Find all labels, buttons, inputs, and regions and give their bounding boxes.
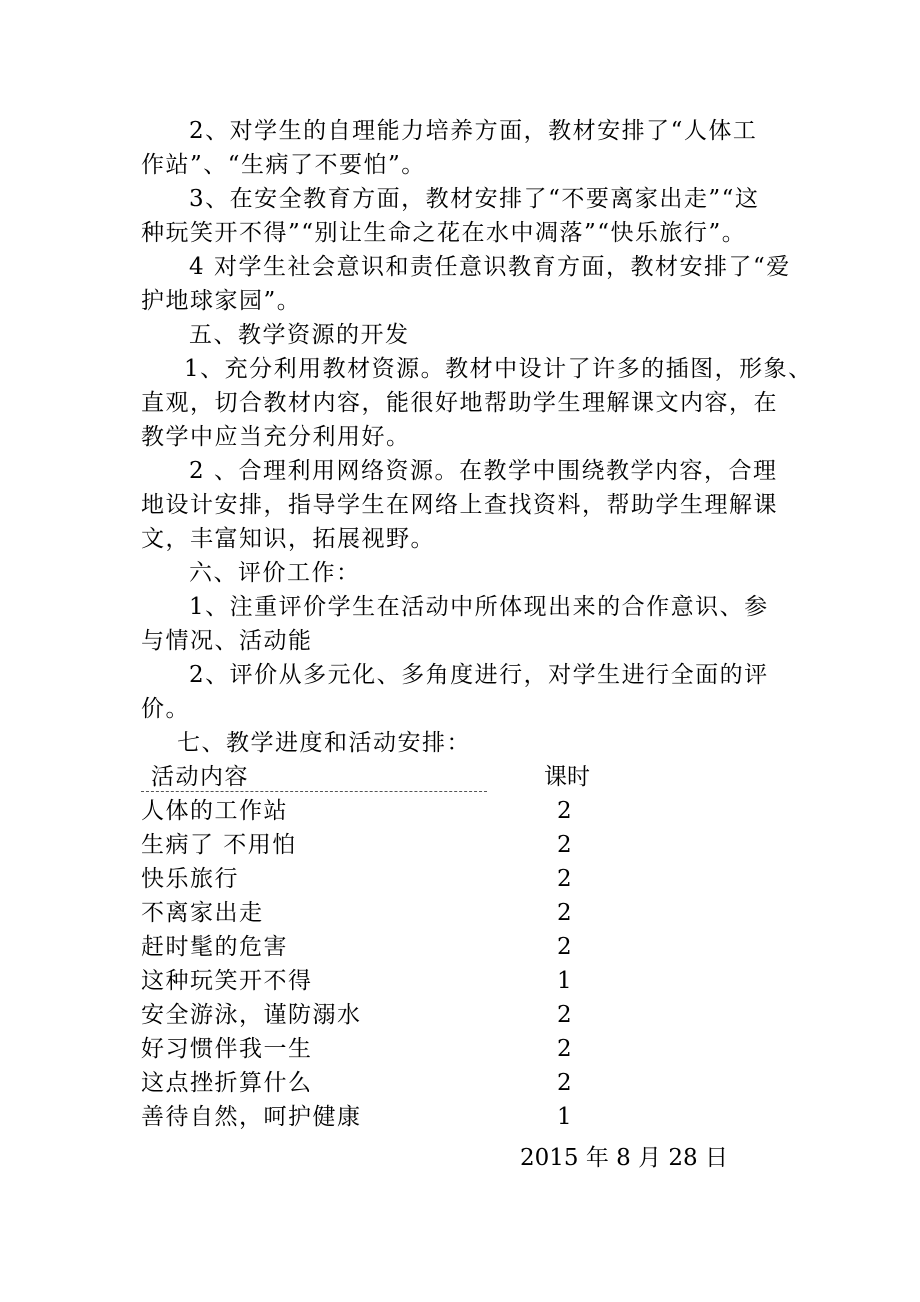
paragraph-line: 2、对学生的自理能力培养方面，教材安排了“人体工 [189,118,758,144]
section-heading: 六、评价工作： [189,560,361,586]
paragraph-line: 种玩笑开不得”“别让生命之花在水中凋落”“快乐旅行”。 [141,220,747,246]
paragraph-line: 直观，切合教材内容，能很好地帮助学生理解课文内容，在 [141,390,778,416]
table-cell-activity: 赶时髦的危害 [141,934,288,960]
table-header-activity: 活动内容 [151,764,249,790]
paragraph-line: 作站”、“生病了不要怕”。 [141,152,426,178]
table-cell-hours: 1 [557,968,572,994]
table-cell-hours: 2 [557,832,572,858]
paragraph-line: 4 对学生社会意识和责任意识教育方面，教材安排了“爱 [189,254,791,280]
section-heading: 七、教学进度和活动安排： [177,730,471,756]
table-cell-activity: 这点挫折算什么 [141,1070,313,1096]
table-cell-activity: 好习惯伴我一生 [141,1036,313,1062]
table-cell-activity: 善待自然，呵护健康 [141,1104,362,1130]
table-cell-hours: 2 [557,1070,572,1096]
document-date: 2015 年 8 月 28 日 [520,1145,728,1171]
table-cell-hours: 2 [557,900,572,926]
table-header-hours: 课时 [544,764,590,790]
paragraph-line: 2、评价从多元化、多角度进行，对学生进行全面的评 [189,662,769,688]
table-cell-activity: 快乐旅行 [141,866,239,892]
paragraph-line: 地设计安排，指导学生在网络上查找资料，帮助学生理解课 [141,492,778,518]
table-cell-activity: 不离家出走 [141,900,264,926]
table-cell-hours: 2 [557,1002,572,1028]
table-cell-hours: 2 [557,798,572,824]
paragraph-line: 1、注重评价学生在活动中所体现出来的合作意识、参 [189,594,769,620]
table-cell-activity: 这种玩笑开不得 [141,968,313,994]
paragraph-line: 3、在安全教育方面，教材安排了“不要离家出走”“这 [189,186,760,212]
section-heading: 五、教学资源的开发 [189,322,410,348]
paragraph-line: 教学中应当充分利用好。 [141,424,411,450]
paragraph-line: 1、充分利用教材资源。教材中设计了许多的插图，形象、 [184,356,813,382]
paragraph-line: 与情况、活动能 [141,628,313,654]
table-cell-activity: 人体的工作站 [141,798,288,824]
table-cell-hours: 1 [557,1104,572,1130]
paragraph-line: 2 、合理利用网络资源。在教学中围绕教学内容，合理 [189,458,778,484]
table-cell-hours: 2 [557,1036,572,1062]
table-cell-activity: 安全游泳，谨防溺水 [141,1002,362,1028]
table-cell-hours: 2 [557,934,572,960]
paragraph-line: 护地球家园”。 [141,288,302,314]
paragraph-line: 价。 [141,696,190,722]
table-cell-activity: 生病了 不用怕 [141,832,297,858]
table-header-rule [141,791,487,792]
table-cell-hours: 2 [557,866,572,892]
paragraph-line: 文，丰富知识，拓展视野。 [141,526,435,552]
